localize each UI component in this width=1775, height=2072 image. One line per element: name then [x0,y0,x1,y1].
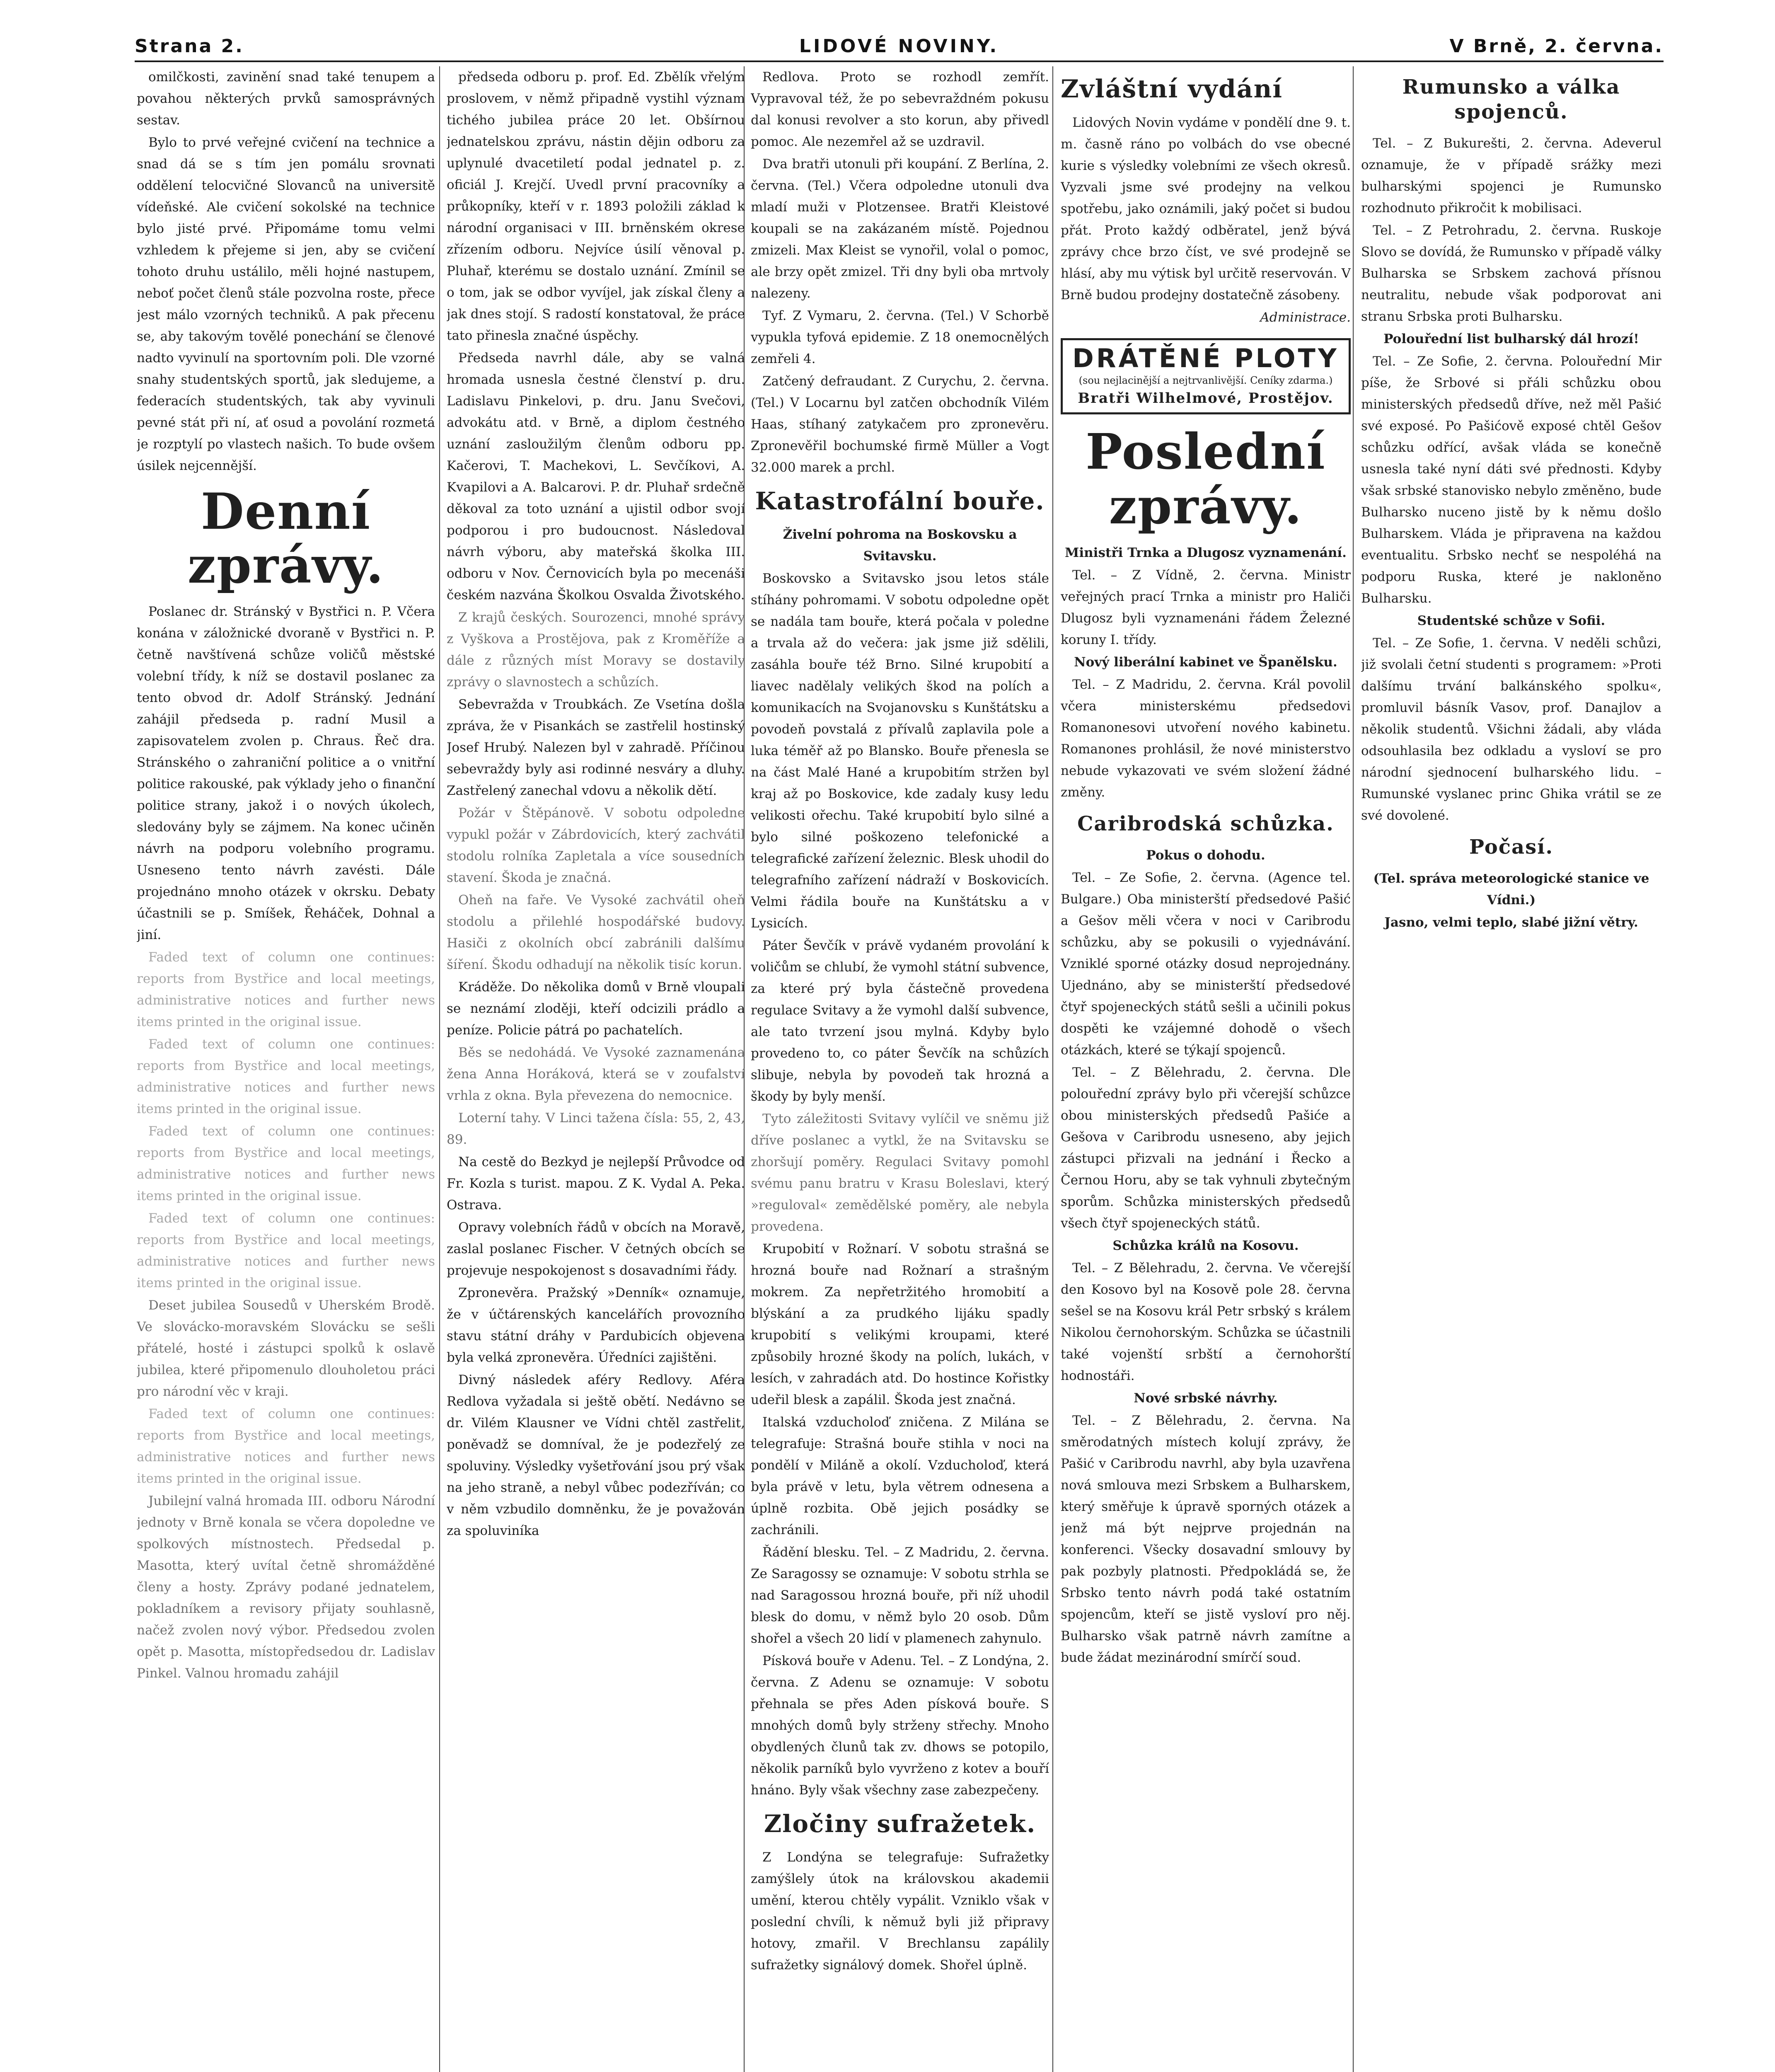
section-title-caribrodska-schuzka: Caribrodská schůzka. [1077,812,1334,835]
article-paragraph: Tel. – Z Madridu, 2. června. Král povolil včera ministerskému předsedovi Romanonesovi utvoření nového kabinetu. Romanones prohlásil, že nové ministerstvo nebude vykazovati ve svém složení žádné změny. [1061,677,1351,800]
article-paragraph: Řádění blesku. Tel. – Z Madridu, 2. června. Ze Saragossy se oznamuje: V sobotu strhla se nad Saragossou hrozná bouře, při níž uhodil blesk do domu, v němž bylo 20 osob. Dům shořel a všech 20 lidí v plamenech zahynulo. [751,1545,1049,1646]
article-paragraph: Dva bratři utonuli při koupání. Z Berlína, 2. června. (Tel.) Včera odpoledne utonuli dva mladí muži v Plotzensee. Bratři Kleistové koupali se na zakázaném místě. Pojednou zmizeli. Max Kleist se vynořil, volal o pomoc, ale brzy opět zmizel. Tři dny byli oba mrtvoly nalezeny. [751,157,1049,301]
ad-note: (sou nejlacinější a nejtrvanlivější. Ceníky zdarma.) [1079,375,1333,386]
article-subtitle: Ministři Trnka a Dlugosz vyznamenání. [1065,545,1347,560]
article-paragraph: Lidových Novin vydáme v pondělí dne 9. t. m. časně ráno po volbách do vse obecné kurie s výsledky volebními ze všech okresů. Vyzvali jsme své prodejny na velkou spotřebu, jako oznámili, jaký počet si budou přát. Proto každý odběratel, jenž bývá zprávy chce brzo číst, ve své prodejně se hlásí, aby mu výtisk byl určitě reservován. V Brně budou prodejny dostatečně zásobeny. [1061,115,1351,303]
article-paragraph: Tel. – Z Petrohradu, 2. června. Ruskoje Slovo se dovídá, že Rumunsko v případě války Bulharska se Srbskem zachová přísnou neutralitu, nebude však podporovat ani stranu Srbska proti Bulharsku. [1361,223,1661,324]
page-number: Strana 2. [135,36,244,57]
signature: Administrace. [1260,310,1351,325]
article-paragraph: Z krajů českých. Sourozenci, mnohé správy z Vyškova a Prostějova, pak z Kroměříže a dále z různých míst Moravy se dostavily zprávy o slavnostech a schůzích. [447,610,745,690]
article-paragraph: Z Londýna se telegrafuje: Sufražetky zamýšlely útok na královskou akademii umění, kterou chtěly vypálit. Vzniklo však v poslední chvíli, k němuž byli již připravy hotovy, zmařil. V Brechlansu zapálily sufražetky signálový domek. Shořel úplně. [751,1850,1049,1973]
article-paragraph: Loterní tahy. V Linci tažena čísla: 55, 2, 43, 89. [447,1111,745,1147]
article-paragraph: Redlova. Proto se rozhodl zemřít. Vypravoval též, že po sebevraždném pokusu dal konusi revolver a sto korun, aby přivedl pomoc. Ale nezemřel až se uzdravil. [751,70,1049,149]
article-paragraph-faded: Faded text of column one continues: reports from Bystřice and local meetings, administrative notices and further news items printed in the original issue. [137,950,435,1029]
article-subtitle: Studentské schůze v Sofii. [1417,613,1606,628]
column-rule [439,66,440,2072]
article-paragraph: Předseda navrhl dále, aby se valná hromada usnesla čestné členství p. dru. Ladislavu Pinkelovi, p. dru. Janu Svečovi, advokátu atd. v Brně, a diplom čestného uznání zasloužilým členům odboru pp. Kačerovi, T. Machekovi, L. Sevčíkovi, A. Kvapilovi a A. Balcarovi. P. dr. Pluhař srdečně děkoval za toto uznání a ujistil odbor svojí podporou i pro budoucnost. Následoval návrh výboru, aby mateřská školka III. odboru v Nov. Černovicích byla po mecenáši českém nazvána Školkou Osvalda Životského. [447,351,745,603]
article-paragraph: Deset jubilea Sousedů v Uherském Brodě. Ve slovácko-moravském Slovácku se sešli přátelé, hosté i zástupci spolků k oslavě jubilea, které připomenulo dlouholetou práci pro národní věc v kraji. [137,1298,435,1399]
article-subtitle: Polouřední list bulharský dál hrozí! [1383,332,1639,346]
article-paragraph: Běs se nedohádá. Ve Vysoké zaznamenána žena Anna Horáková, která se v zoufalství vrhla z okna. Byla převezena do nemocnice. [447,1045,745,1103]
article-subtitle: Nový liberální kabinet ve Španělsku. [1074,655,1337,670]
article-paragraph: Italská vzducholoď zničena. Z Milána se telegrafuje: Strašná bouře stihla v noci na pondělí v Miláně a okolí. Vzducholoď, která byla právě v letu, byla větrem odnesena a úplně rozbita. Obě jejich posádky se zachránili. [751,1415,1049,1537]
weather-forecast: Jasno, velmi teplo, slabé jižní větry. [1384,915,1638,930]
article-subtitle: Pokus o dohodu. [1146,848,1265,863]
article-paragraph: Tel. – Z Bělehradu, 2. června. Dle polouřední zprávy bylo při včerejší schůzce obou ministerských předsedů Pašiće a Gešova v Caribrodu usneseno, aby jejich zástupci přizvali na jednání i Řecko a Černou Horu, aby se tak vyhnuli zbytečným sporům. Schůzka ministerských předsedů všech čtyř spojeneckých států. [1061,1065,1351,1231]
article-subtitle: Živelní pohroma na Boskovsku a Svitavsku. [783,527,1017,564]
section-title-zvlastni-vydani: Zvláštní vydání [1061,75,1283,104]
article-subtitle: Nové srbské návrhy. [1134,1391,1278,1406]
article-paragraph: Tyf. Z Vymaru, 2. června. (Tel.) V Schorbě vypukla tyfová epidemie. Z 18 onemocnělých zemřeli 4. [751,308,1049,366]
column-4 [1061,66,1351,2072]
column-rule [1353,66,1354,2072]
article-paragraph: Tel. – Z Bukurešti, 2. června. Adeverul oznamuje, že v případě srážky mezi bulharskými spojenci je Rumunsko rozhodnuto přikročit k mobilisaci. [1361,136,1661,215]
column-5 [1361,66,1661,2072]
article-paragraph: Jubilejní valná hromada III. odboru Národní jednoty v Brně konala se včera dopoledne ve spolkových místnostech. Předsedal p. Masotta, který uvítal četně shromážděné členy a hosty. Zprávy podané jednatelem, pokladníkem a revisory přijaty souhlasně, načež zvolen nový výbor. Předsedou zvolen opět p. Masotta, místopředsedou dr. Ladislav Pinkel. Valnou hromadu zahájil [137,1493,435,1681]
article-paragraph: Tel. – Ze Sofie, 2. června. (Agence tel. Bulgare.) Oba ministerští předsedové Pašić a Gešov měli včera v noci v Caribrodu schůzku, aby se pokusili o vyjednávání. Vzniklé sporné otázky dosud neprojednány. Ujednáno, aby se ministerští předsedové čtyř spojeneckých států sešli a učinili pokus dospěti ke vzájemné dohodě o všech otázkách, které se týkají spojenců. [1061,870,1351,1058]
column-3 [751,66,1049,2072]
article-paragraph: Krupobití v Rožnarí. V sobotu strašná se hrozná bouře nad Rožnarí a strašným mokrem. Za nepřetržitého hromobití a blýskání a za prudkého lijáku spadly krupobití s velikými kroupami, které způsobily hrozné škody na polích, lukách, v lesích, v zahradách atd. Do hostince Kořistky udeřil blesk a zapálil. Škoda jest značná. [751,1242,1049,1407]
article-paragraph: Tel. – Ze Sofie, 2. června. Polouřední Mir píše, že Srbové si přáli schůzku obou ministerských předsedů dříve, než měl Pašić své exposé. Po Pašićově exposé chtěl Gešov schůzku odřící, avšak vláda se konečně usnesla také nyní dáti své přednosti. Kdyby však srbské stanovisko nebylo změněno, bude Bulharsko nuceno jistě by k němu došlo Bulharskem. Vláda je připravena na každou eventualitu. Srbsko nechť se nespoléhá na podporu Ruska, které je nakloněno Bulharsku. [1361,354,1661,606]
section-title-denni-zpravy: Denní zprávy. [187,482,385,595]
article-paragraph: Opravy volebních řádů v obcích na Moravě, zaslal poslanec Fischer. V četných obcích se projevuje nespokojenost s dosavadními řády. [447,1220,745,1278]
article-paragraph: Sebevražda v Troubkách. Ze Vsetína došla zpráva, že v Pisankách se zastřelil hostinský Josef Hrubý. Nalezen byl v zahradě. Příčinou sebevraždy byly asi rodinné nesváry a dluhy. Zastřelený zanechal vdovu a několik dětí. [447,697,745,798]
article-paragraph: Tel. – Z Bělehradu, 2. června. Na směrodatných místech kolují zprávy, že Pašić v Caribrodu navrhl, aby byla uzavřena nová smlouva mezi Srbskem a Bulharskem, který směřuje k úpravě sporných otázek a jenž má být nejprve projednán na konferenci. Všecky dosavadní smlouvy by pak pozbyly platnosti. Předpokládá se, že Srbsko tento návrh podá také ostatním spojencům, kteří se jistě vysloví pro něj. Bulharsko však patrně návrh zamítne a bude žádat mezinárodní smírčí soud. [1061,1413,1351,1665]
place-date: V Brně, 2. června. [1449,36,1664,57]
section-title-katastrofalni-boure: Katastrofální bouře. [755,487,1045,515]
article-paragraph: Zatčený defraudant. Z Curychu, 2. června. (Tel.) V Locarnu byl zatčen obchodník Vilém Haas, stíhaný zatykačem pro zpronevěru. Zpronevěřil bochumské firmě Müller a Vogt 32.000 marek a prchl. [751,374,1049,475]
article-paragraph: Bylo to prvé veřejné cvičení na technice a snad dá se s tím jen pomálu srovnati oddělení telocvičné Slovanců na universitě vídeňské. Ale cvičení sokolské na technice bylo jisté prvé. Připomáme tomu velmi vzhledem k přejeme si jen, aby se cvičení tohoto druhu ustálilo, měli hojné nastupem, neboť počet členů stále pozvolna roste, přece jest málo vzorných techniků. A pak přecenu se, aby takovým tovělé ponechání se členové nadto vyvinulí na sportovním poli. Dle vzorné snahy studentských sportů, jak sledujeme, a federacích studentských, tak aby vyvinuli pevné stát při ní, ať osud a povolání rozmetá je rozptylí po vlastech našich. To bude ovšem úsilek nejcennější. [137,135,435,473]
column-1 [137,66,435,2072]
section-title-pocasi: Počasí. [1469,835,1554,859]
article-paragraph: Tel. – Z Bělehradu, 2. června. Ve včerejší den Kosovo byl na Kosově pole 28. června sešel se na Kosovu král Petr srbský s králem Nikolou černohorským. Schůzka se účastnili také vojenští srbští a černohorští hodnostáři. [1061,1261,1351,1383]
article-paragraph: Písková bouře v Adenu. Tel. – Z Londýna, 2. června. Z Adenu se oznamuje: V sobotu přehnala se přes Aden písková bouře. S mnohých domů byly strženy střechy. Mnoho obydlených člunů tak zv. dhows se potopilo, několik parníků bylo vyvrženo z kotev a bouří hnáno. Byly však všechny zase zabezpečeny. [751,1653,1049,1798]
ad-firm: Bratři Wilhelmové, Prostějov. [1078,390,1334,407]
article-paragraph: Tel. – Ze Sofie, 1. června. V neděli schůzi, již svolali četní studenti s programem: »Proti dalšímu trvání balkánského spolku«, promluvil básník Vasov, prof. Danajlov a několik studentů. Všichni žádali, aby vláda odsouhlasila bez odkladu a vysloví se pro národní sjednocení bulharského lidu. – Rumunské vyslanec princ Ghika vrátil se ze své dovolené. [1361,636,1661,823]
article-paragraph: Tel. – Z Vídně, 2. června. Ministr veřejných prací Trnka a ministr pro Haliči Dlugosz byli vyznamenáni řádem Železné koruny I. třídy. [1061,568,1351,647]
page-header [135,36,1664,62]
column-2 [447,66,745,2072]
newspaper-title: LIDOVÉ NOVINY. [799,36,999,57]
article-paragraph: Poslanec dr. Stránský v Bystřici n. P. Včera konána v záložnické dvoraně v Bystřici n. P. četně navštívená schůze voličů městské volební třídy, k níž se dostavil poslanec za tento obvod dr. Adolf Stránský. Jednání zahájil předseda p. radní Musil a zapisovatelem zvolen p. Chraus. Řeč dra. Stránského o zahraniční politice a o vnitřní politice rakouské, pak výklady jeho o finanční politice strany, jakož i o nových úkolech, sledovány byly se zájmem. Na konec učiněn návrh na podporu volebního programu. Usneseno tento návrh zavésti. Dále projednáno mnoho otázek v okrsku. Debaty účastnili se p. Smíšek, Řeháček, Dohnal a jiní. [137,604,435,942]
article-paragraph-faded: Faded text of column one continues: reports from Bystřice and local meetings, administrative notices and further news items printed in the original issue. [137,1211,435,1290]
section-title-zlociny-sufrazetek: Zločiny sufražetek. [764,1810,1036,1838]
article-paragraph: Kráděže. Do několika domů v Brně vloupali se neznámí zloději, kteří odcizili prádlo a peníze. Policie pátrá po pachatelích. [447,980,745,1038]
article-paragraph: Oheň na faře. Ve Vysoké zachvátil oheň stodolu a přilehlé hospodářské budovy. Hasiči z okolních obcí zabránili dalšímu šíření. Škodu odhadují na několik tisíc korun. [447,893,745,972]
article-paragraph-faded: Faded text of column one continues: reports from Bystřice and local meetings, administrative notices and further news items printed in the original issue. [137,1406,435,1486]
article-paragraph: Boskovsko a Svitavsko jsou letos stále stíhány pohromami. V sobotu odpoledne opět se nadála tam bouře, která počala v poledne a trvala až do večera: jak jsme již sdělili, zasáhla bouře též Brno. Silné krupobití a liavec nadělaly velikých škod na polích a komunikacích na Svojanovsku s Kunštátsku a povodeň povstalá z přívalů zaplavila pole a luka téměř až po Blansko. Bouře přenesla se na část Malé Hané a krupobitím stržen byl kraj až po Boskovice, kde zadaly kusy ledu velikosti ořechu. Také krupobití bylo silné a bylo silné poškozeno telefonické a telegrafické zařízení železnic. Blesk uhodil do telegrafního zařízení nádraží v Boskovicích. Velmi řádila bouře na Kunštátsku a v Lysicích. [751,571,1049,931]
advertisement-dratene-ploty [1061,338,1351,414]
section-title-posledni-zpravy: Poslední zprávy. [1086,423,1326,535]
ad-title: DRÁTĚNÉ PLOTY [1072,343,1339,373]
section-title-rumunsko: Rumunsko a válka spojenců. [1402,75,1620,123]
article-paragraph: Páter Ševčík v právě vydaném provolání k voličům se chlubí, že vymohl státní subvence, za které prý byla částečně provedena regulace Svitavy a že vymohl další subvence, ale tato tvrzení jsou mylná. Kdyby bylo provedeno to, co páter Ševčík na schůzích slibuje, nebyla by povodeň tak hrozná a škody by byly menší. [751,938,1049,1104]
weather-source: (Tel. správa meteorologické stanice ve Vídni.) [1373,871,1649,908]
article-paragraph: Zpronevěra. Pražský »Denník« oznamuje, že v účtárenských kancelářích provozního stavu státní dráhy v Pardubicích objevena byla velká zpronevěra. Úředníci zajištěni. [447,1285,745,1365]
article-paragraph-faded: Faded text of column one continues: reports from Bystřice and local meetings, administrative notices and further news items printed in the original issue. [137,1124,435,1203]
article-paragraph: Na cestě do Bezkyd je nejlepší Průvodce od Fr. Kozla s turist. mapou. Z K. Vydal A. Peka. Ostrava. [447,1155,745,1213]
article-subtitle: Schůzka králů na Kosovu. [1112,1238,1299,1253]
article-paragraph: Tyto záležitosti Svitavy vylíčil ve sněmu již dříve poslanec a vytkl, že na Svitavsku se zhoršují poměry. Regulaci Svitavy pomohl svému panu bratru v Krasu Boleslavi, který »reguloval« zemědělské poměry, ale nebyla provedena. [751,1111,1049,1234]
column-rule [1052,66,1053,2072]
article-paragraph-faded: Faded text of column one continues: reports from Bystřice and local meetings, administrative notices and further news items printed in the original issue. [137,1037,435,1116]
article-paragraph: Divný následek aféry Redlovy. Aféra Redlova vyžadala si ještě obětí. Nedávno se dr. Vilém Klausner ve Vídni chtěl zastřelit, poněvadž se domníval, že je podezřelý ze spoluviny. Výsledky vyšetřování jsou prý však na jeho straně, a nebyl vůbec podezříván; co v něm vzbudilo domněnku, že je považován za spoluviníka [447,1372,745,1538]
article-paragraph: předseda odboru p. prof. Ed. Zbělík vřelým proslovem, v němž připadně vystihl význam tichého jubilea práce 20 let. Obšírnou jednatelskou zprávu, nástin dějin odboru za uplynulé dvacetiletí podal jednatel p. z. oficiál J. Krejčí. Uvedl první pracovníky a průkopníky, kteří v r. 1893 položili základ k národní organisaci v III. brněnském okrese zřízením odboru. Nejvíce úsilí věnoval p. Pluhař, kterému se dostalo uznání. Zmínil se o tom, jak se odbor vyvíjel, jak získal členy a jak dnes stojí. S radostí konstatoval, že práce tato přinesla značné úspěchy. [447,70,745,343]
article-paragraph: omilčkosti, zavinění snad také tenupem a povahou některých prvků samosprávných sestav. [137,70,435,128]
article-paragraph: Požár v Štěpánově. V sobotu odpoledne vypukl požár v Zábrdovicích, který zachvátil stodolu rolníka Zapletala a více sousedních stavení. Škoda je značná. [447,806,745,885]
